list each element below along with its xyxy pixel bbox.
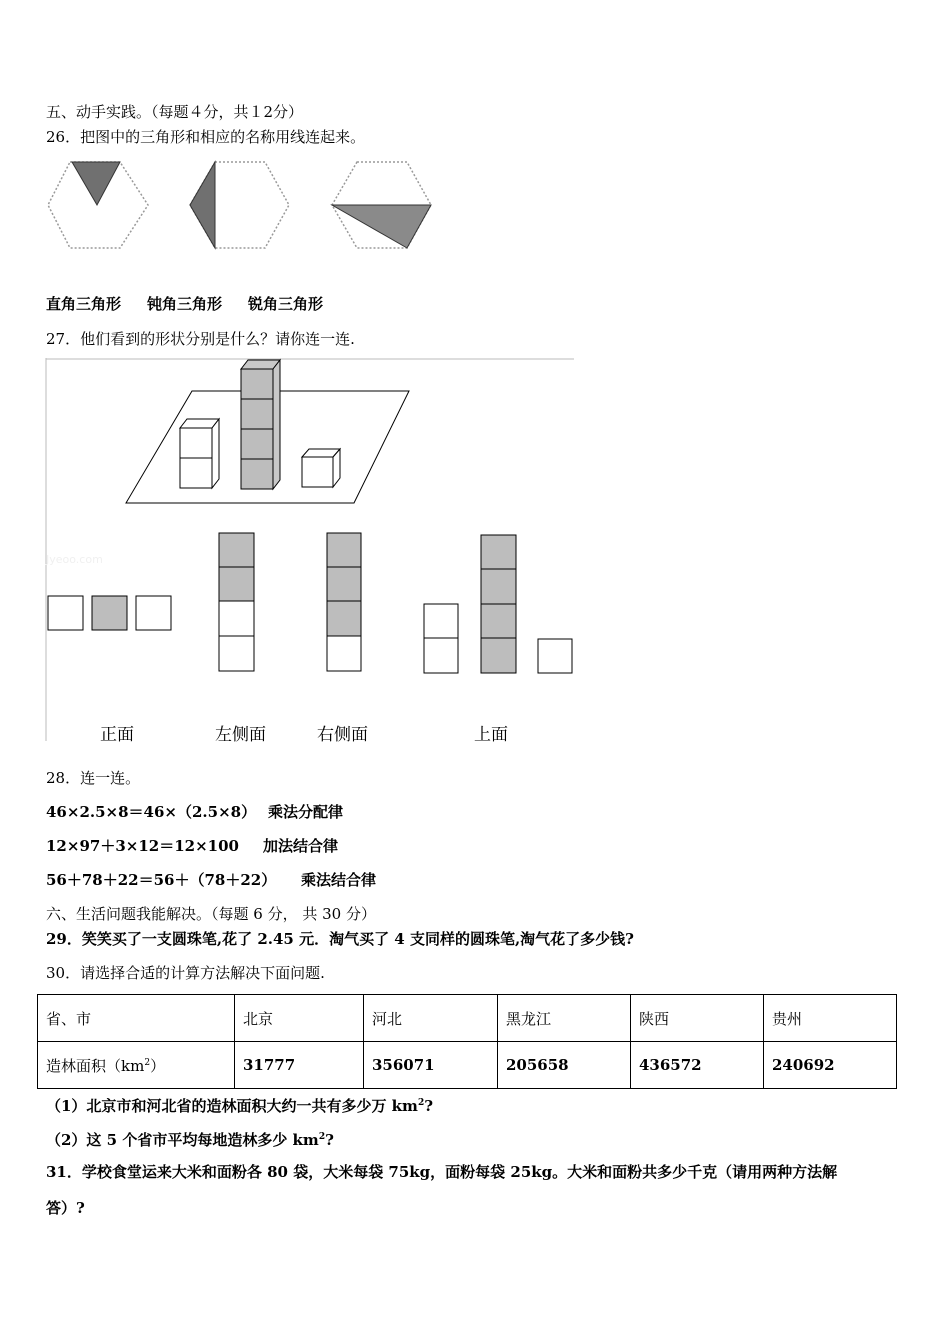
q31-line2: 答）?: [46, 1199, 85, 1217]
label-front: 正面: [100, 725, 134, 745]
hexagon-1: [48, 162, 148, 248]
q29-text: 29．笑笑买了一支圆珠笔,花了 2.45 元．淘气买了 4 支同样的圆珠笔,淘气花了多少钱?: [46, 930, 634, 948]
q28-law-2: 加法结合律: [263, 837, 339, 855]
label-top: 上面: [474, 725, 508, 745]
q28-expr-1: 46×2.5×8＝46×（2.5×8）: [46, 803, 257, 821]
view-top: [424, 535, 572, 673]
table-cell: 436572: [631, 1042, 764, 1089]
table-cell: 240692: [764, 1042, 897, 1089]
hexagon-3: [332, 162, 431, 248]
table-cell: 31777: [235, 1042, 364, 1089]
view-front: [48, 596, 171, 630]
q26-text: 26．把图中的三角形和相应的名称用线连起来。: [46, 128, 366, 146]
q27-text: 27．他们看到的形状分别是什么？请你连一连.: [46, 330, 355, 348]
table-cell: 省、市: [38, 995, 235, 1042]
name-obtuse-triangle: 钝角三角形: [147, 295, 223, 313]
table-row: [38, 1042, 897, 1089]
table-cell: 356071: [364, 1042, 498, 1089]
q31-line1: 31．学校食堂运来大米和面粉各 80 袋，大米每袋 75kg，面粉每袋 25kg。大米和面粉共多少千克（请用两种方法解: [46, 1163, 838, 1181]
q28-text: 28．连一连。: [46, 769, 141, 787]
label-left-side: 左侧面: [215, 725, 266, 745]
hexagon-2: [190, 162, 289, 248]
section5-heading: 五、动手实践。（每题４分，共１2分）: [46, 103, 304, 121]
q28-expr-2: 12×97＋3×12＝12×100: [46, 837, 239, 855]
section6-heading: 六、生活问题我能解决。（每题 6 分， 共 30 分）: [46, 905, 376, 923]
table-cell: 河北: [364, 995, 498, 1042]
q30-text: 30．请选择合适的计算方法解决下面问题.: [46, 964, 325, 982]
q28-expr-3: 56＋78＋22＝56＋（78＋22）: [46, 871, 277, 889]
q28-law-3: 乘法结合律: [301, 871, 377, 889]
name-right-triangle: 直角三角形: [46, 295, 122, 313]
table-cell: 205658: [498, 1042, 631, 1089]
table-cell: 陕西: [631, 995, 764, 1042]
q28-law-1: 乘法分配律: [268, 803, 344, 821]
name-acute-triangle: 锐角三角形: [248, 295, 324, 313]
cube-views-figure: [44, 358, 576, 743]
label-right-side: 右侧面: [317, 725, 368, 745]
watermark: Jyeoo.com: [46, 553, 103, 566]
q30-sub1: （1）北京市和河北省的造林面积大约一共有多少万 $km^2$?: [46, 1097, 433, 1115]
afforestation-table: [37, 994, 897, 1089]
q30-sub2: （2）这 5 个省市平均每地造林多少 $km^2$?: [46, 1131, 334, 1149]
q26-names: [46, 294, 323, 314]
table-cell: 黑龙江: [498, 995, 631, 1042]
table-cell: 北京: [235, 995, 364, 1042]
hexagon-figures: [40, 155, 440, 255]
cube-single-right: [302, 449, 340, 487]
table-header-row: [38, 995, 897, 1042]
cube-stack-middle: [241, 360, 280, 489]
view-right-side: [327, 533, 361, 671]
table-cell: 贵州: [764, 995, 897, 1042]
cube-stack-left: [180, 419, 219, 488]
table-row-label: 造林面积$(km^2)$: [38, 1042, 235, 1089]
view-left-side: [219, 533, 254, 671]
